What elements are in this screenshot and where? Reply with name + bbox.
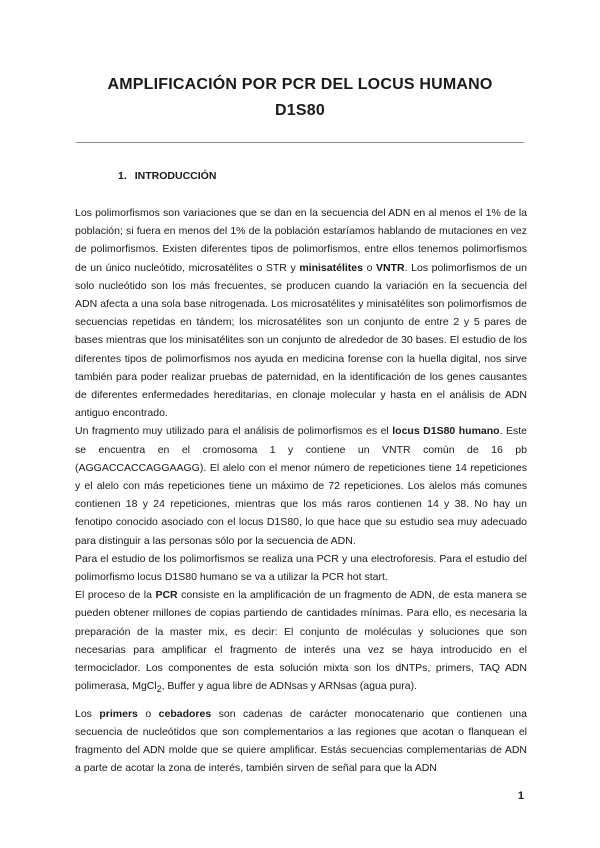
document-body — [75, 204, 527, 777]
bold-term-cebadores: cebadores — [158, 707, 212, 720]
text-run: El proceso de la — [75, 589, 156, 602]
page-number: 1 — [517, 790, 524, 802]
title-line-1: AMPLIFICACIÓN POR PCR DEL LOCUS HUMANO — [107, 76, 493, 93]
text-run: Los — [75, 707, 100, 720]
text-run: . Este se encuentra en el cromosoma 1 y contiene un VNTR común de 16 pb (AGGACCACCAGGAAGG). El alelo con el menor número de repeticiones tiene 14 repeticiones y el alelo con más repeticiones tiene un máximo de 72 repeticiones. Los alelos más comunes contienen 18 y 24 repeticiones, mientras que los más raros contienen 14 y 38. No hay un fenotipo conocido asociado con el locus D1S80, lo que hace que su estudio sea muy adecuado para distinguir a las personas sólo por la secuencia de ADN. — [75, 425, 527, 547]
paragraph-estudio: Para el estudio de los polimorfismos se realiza una PCR y una electroforesis. Para el estudio del polimorfismo locus D1S80 humano se va a utilizar la PCR hot start. — [75, 552, 527, 584]
bold-term-minisatelites: minisatélites — [299, 261, 363, 274]
paragraph-pcr — [75, 586, 527, 698]
text-run: . Los polimorfismos de un solo nucleótido son los más frecuentes, se producen cuando la variación en la secuencia del ADN afecta a una sola base nitrogenada. Los microsatélites y minisatélites son polimorfismos de secuencias repetidas en tándem; los microsatélites son un conjunto de entre 2 y 5 pares de bases mientras que los minisatélites son un conjunto de alrededor de 30 bases. El estudio de los diferentes tipos de polimorfismos nos ayuda en medicina forense con la huella digital, nos sirve también para poder realizar pruebas de paternidad, en la identificación de los genes causantes de diferentes enfermedades hereditarias, en clonaje molecular y hasta en el análisis de ADN antiguo encontrado. — [75, 261, 527, 420]
title-line-2: D1S80 — [275, 102, 325, 119]
text-run: , Buffer y agua libre de ADNsas y ARNsas (agua pura). — [161, 680, 418, 693]
section-number: 1. — [118, 170, 127, 182]
paragraph-primers — [75, 705, 527, 778]
bold-term-pcr: PCR — [155, 589, 178, 602]
bold-term-vntr: VNTR — [376, 261, 405, 274]
section-heading — [118, 170, 216, 182]
text-run: consiste en la amplificación de un fragmento de ADN, de esta manera se pueden obtener millones de copias partiendo de cantidades mínimas. Para ello, es necesaria la preparación de la master mix, es decir: El conjunto de moléculas y soluciones que son necesarias para amplificar el fragmento de interés una vez se haya introducido en el termociclador. Los componentes de esta solución mixta son los dNTPs, primers, TAQ ADN polimerasa, MgCl — [75, 589, 527, 693]
text-run: o — [362, 261, 377, 274]
text-run: Los polimorfismos son variaciones que se dan en la secuencia del ADN en al menos el 1% de la población; si fuera en menos del 1% de la población estaríamos hablando de mutaciones en vez de polimorfismos. Existen diferentes tipos de polimorfismos, entre ellos tenemos polimorfismos de un único nucleótido, microsatélites o STR y — [75, 207, 527, 274]
paragraph-polimorfismos — [75, 204, 527, 422]
paragraph-locus-d1s80 — [75, 422, 527, 549]
text-run: son cadenas de carácter monocatenario que contienen una secuencia de nucleótidos que son complementarios a las regiones que acotan o flanquean el fragmento del ADN molde que se quiere amplificar. Estás secuencias complementarias de ADN a parte de acotar la zona de interés, también sirven de señal para que la ADN — [75, 707, 527, 775]
text-run: Un fragmento muy utilizado para el análisis de polimorfismos es el — [75, 425, 393, 438]
document-title — [60, 72, 540, 124]
bold-term-locus: locus D1S80 humano — [392, 425, 500, 438]
title-divider — [76, 142, 524, 143]
section-title: INTRODUCCIÓN — [134, 170, 217, 182]
text-run: o — [137, 707, 159, 720]
bold-term-primers: primers — [99, 707, 138, 720]
subscript-2: 2 — [156, 684, 162, 695]
